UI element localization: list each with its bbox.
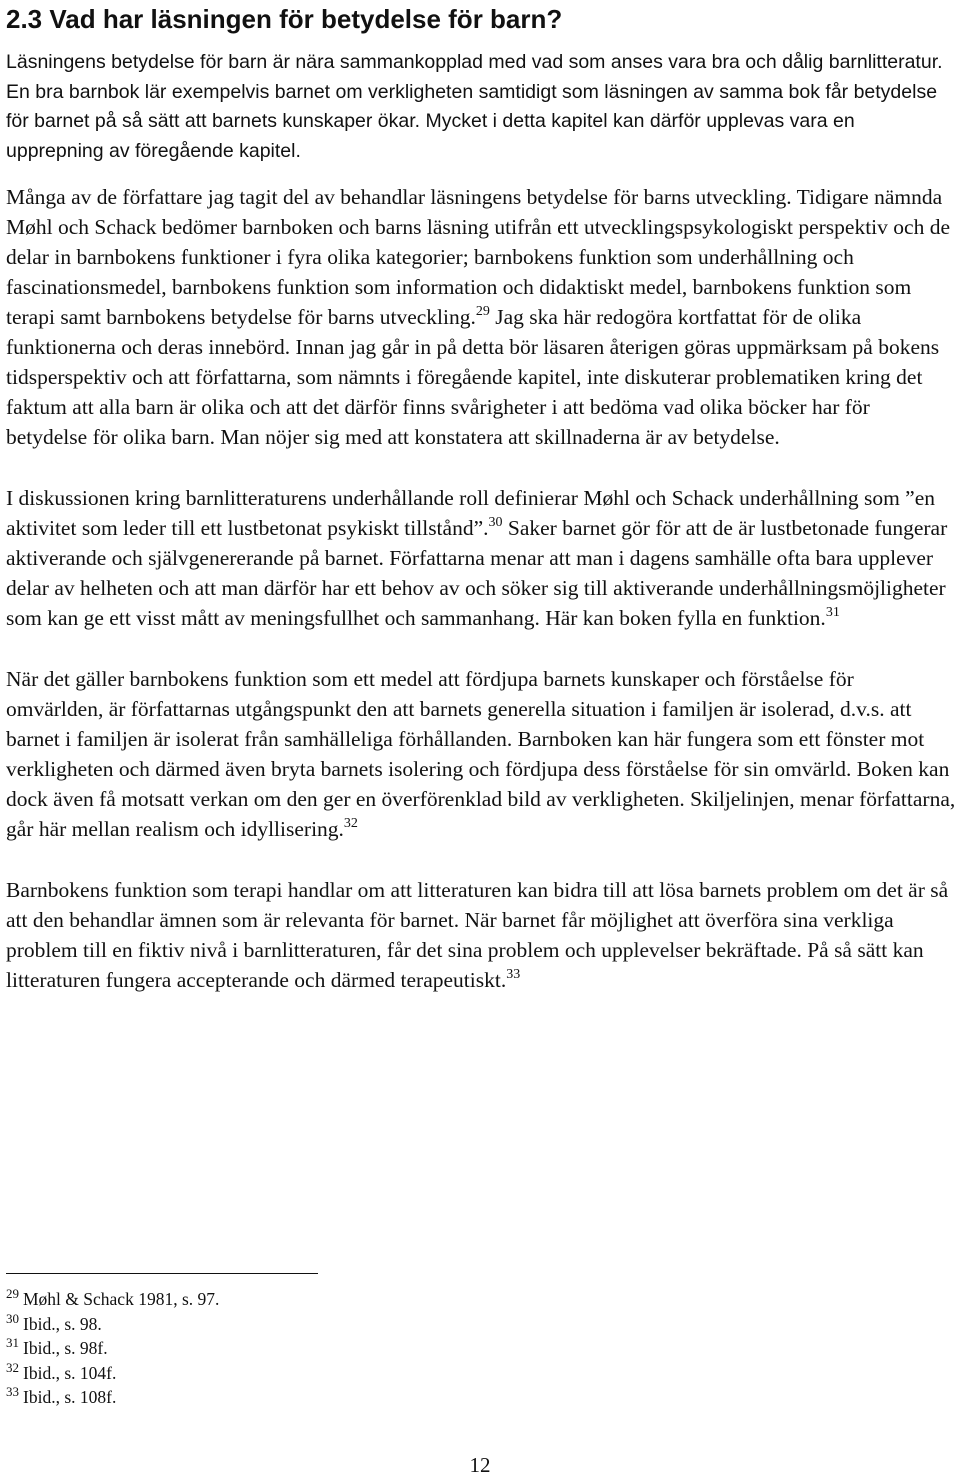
paragraph-reading-significance <box>6 182 956 452</box>
footnote <box>6 1361 606 1386</box>
paragraph-entertainment <box>6 483 956 633</box>
footnote-ref-30: 30 <box>488 515 503 530</box>
footnote-text: Ibid., s. 98. <box>23 1313 102 1334</box>
footnote-text: Ibid., s. 108f. <box>23 1387 117 1407</box>
footnote-separator <box>6 1273 318 1274</box>
footnote-number: 32 <box>6 1359 19 1375</box>
footnote-number: 29 <box>6 1286 19 1301</box>
footnote <box>6 1312 606 1337</box>
page-number: 12 <box>469 1453 491 1477</box>
footnotes <box>6 1287 606 1410</box>
footnote-ref-31: 31 <box>825 605 840 620</box>
document-page <box>6 0 956 1026</box>
paragraph-text: När det gäller barnbokens funktion som ett medel att fördjupa barnets kunskaper och förståelse för omvärlden, är författarnas utgångspunkt den att barnets generella situation i familjen är isolerad, d.v.s. att barnet i familjen är isolerat från samhälleliga förhållanden. Barnboken kan här fungera som ett fönster mot verkligheten och därmed även bryta barnets isolering och fördjupa dess förståelse för sin omvärld. Boken kan dock även få motsatt verkan om den ger en överförenklad bild av verkligheten. Skiljelinjen, menar författarna, går här mellan realism och idyllisering. <box>6 667 956 841</box>
paragraph-text: Jag ska här redogöra kortfattat för de olika funktionerna och deras innebörd. Innan jag går in på detta bör läsaren återigen göras uppmärksam på bokens tidsperspektiv och att författarna, som nämnts i föregående kapitel, inte diskuterar problematiken kring det faktum att alla barn är olika och att det därför finns svårigheter i att bedöma vad olika böcker har för betydelse för olika barn. Man nöjer sig med att konstatera att skillnaderna är av betydelse. <box>6 305 940 449</box>
footnote-number: 30 <box>6 1310 19 1326</box>
footnote-text: Ibid., s. 98f. <box>23 1338 108 1358</box>
paragraph-text: Saker barnet gör för att de är lustbetonade fungerar aktiverande och självgenererande på barnet. Författarna menar att man i dagens samhälle ofta bara upplever delar av helheten och att man därför har ett behov av och söker sig till aktiverande underhållningsmöjligheter som kan ge ett visst mått av meningsfullhet och sammanhang. Här kan boken fylla en funktion. <box>6 516 948 630</box>
paragraph-text: Många av de författare jag tagit del av behandlar läsningens betydelse för barns utveckling. Tidigare nämnda Møhl och Schack bedömer barnboken och barns läsning utifrån ett utvecklingspsykologiskt perspektiv och de delar in barnbokens funktioner i fyra olika kategorier; barnbokens funktion som underhållning och fascinationsmedel, barnbokens funktion som information och didaktiskt medel, barnbokens funktion som terapi samt barnbokens betydelse för barns utveckling. <box>6 185 950 329</box>
footnote-text: Møhl & Schack 1981, s. 97. <box>23 1289 220 1309</box>
footnote-ref-33: 33 <box>506 967 521 982</box>
footnote <box>6 1336 606 1361</box>
paragraph-knowledge <box>6 664 956 844</box>
paragraph-text: Barnbokens funktion som terapi handlar om att litteraturen kan bidra till att lösa barnets problem om det är så att den behandlar ämnen som är relevanta för barnet. När barnet får möjlighet att överföra sina verkliga problem till en fiktiv nivå i barnlitteraturen, får det sina problem och upplevelser bekräftade. På så sätt kan litteraturen fungera accepterande och därmed terapeutiskt. <box>6 878 949 992</box>
footnote <box>6 1287 606 1312</box>
footnote-ref-29: 29 <box>475 304 490 319</box>
section-heading: 2.3 Vad har läsningen för betydelse för barn? <box>6 4 563 34</box>
footnote-text: Ibid., s. 104f. <box>23 1362 117 1383</box>
paragraph-text: I diskussionen kring barnlitteraturens underhållande roll definierar Møhl och Schack underhållning som ”en aktivitet som leder till ett lustbetonat psykiskt tillstånd”. <box>6 486 936 540</box>
footnote-number: 33 <box>6 1384 19 1399</box>
footnote <box>6 1385 606 1410</box>
intro-paragraph: Läsningens betydelse för barn är nära sammankopplad med vad som anses vara bra och dålig barnlitteratur. En bra barnbok lär exempelvis barnet om verkligheten samtidigt som läsningen av samma bok får betydelse för barnet på så sätt att barnets kunskaper ökar. Mycket i detta kapitel kan därför upplevas vara en upprepning av föregående kapitel. <box>6 51 943 162</box>
footnote-number: 31 <box>6 1335 19 1350</box>
footnote-ref-32: 32 <box>343 816 358 831</box>
paragraph-therapy <box>6 875 956 995</box>
